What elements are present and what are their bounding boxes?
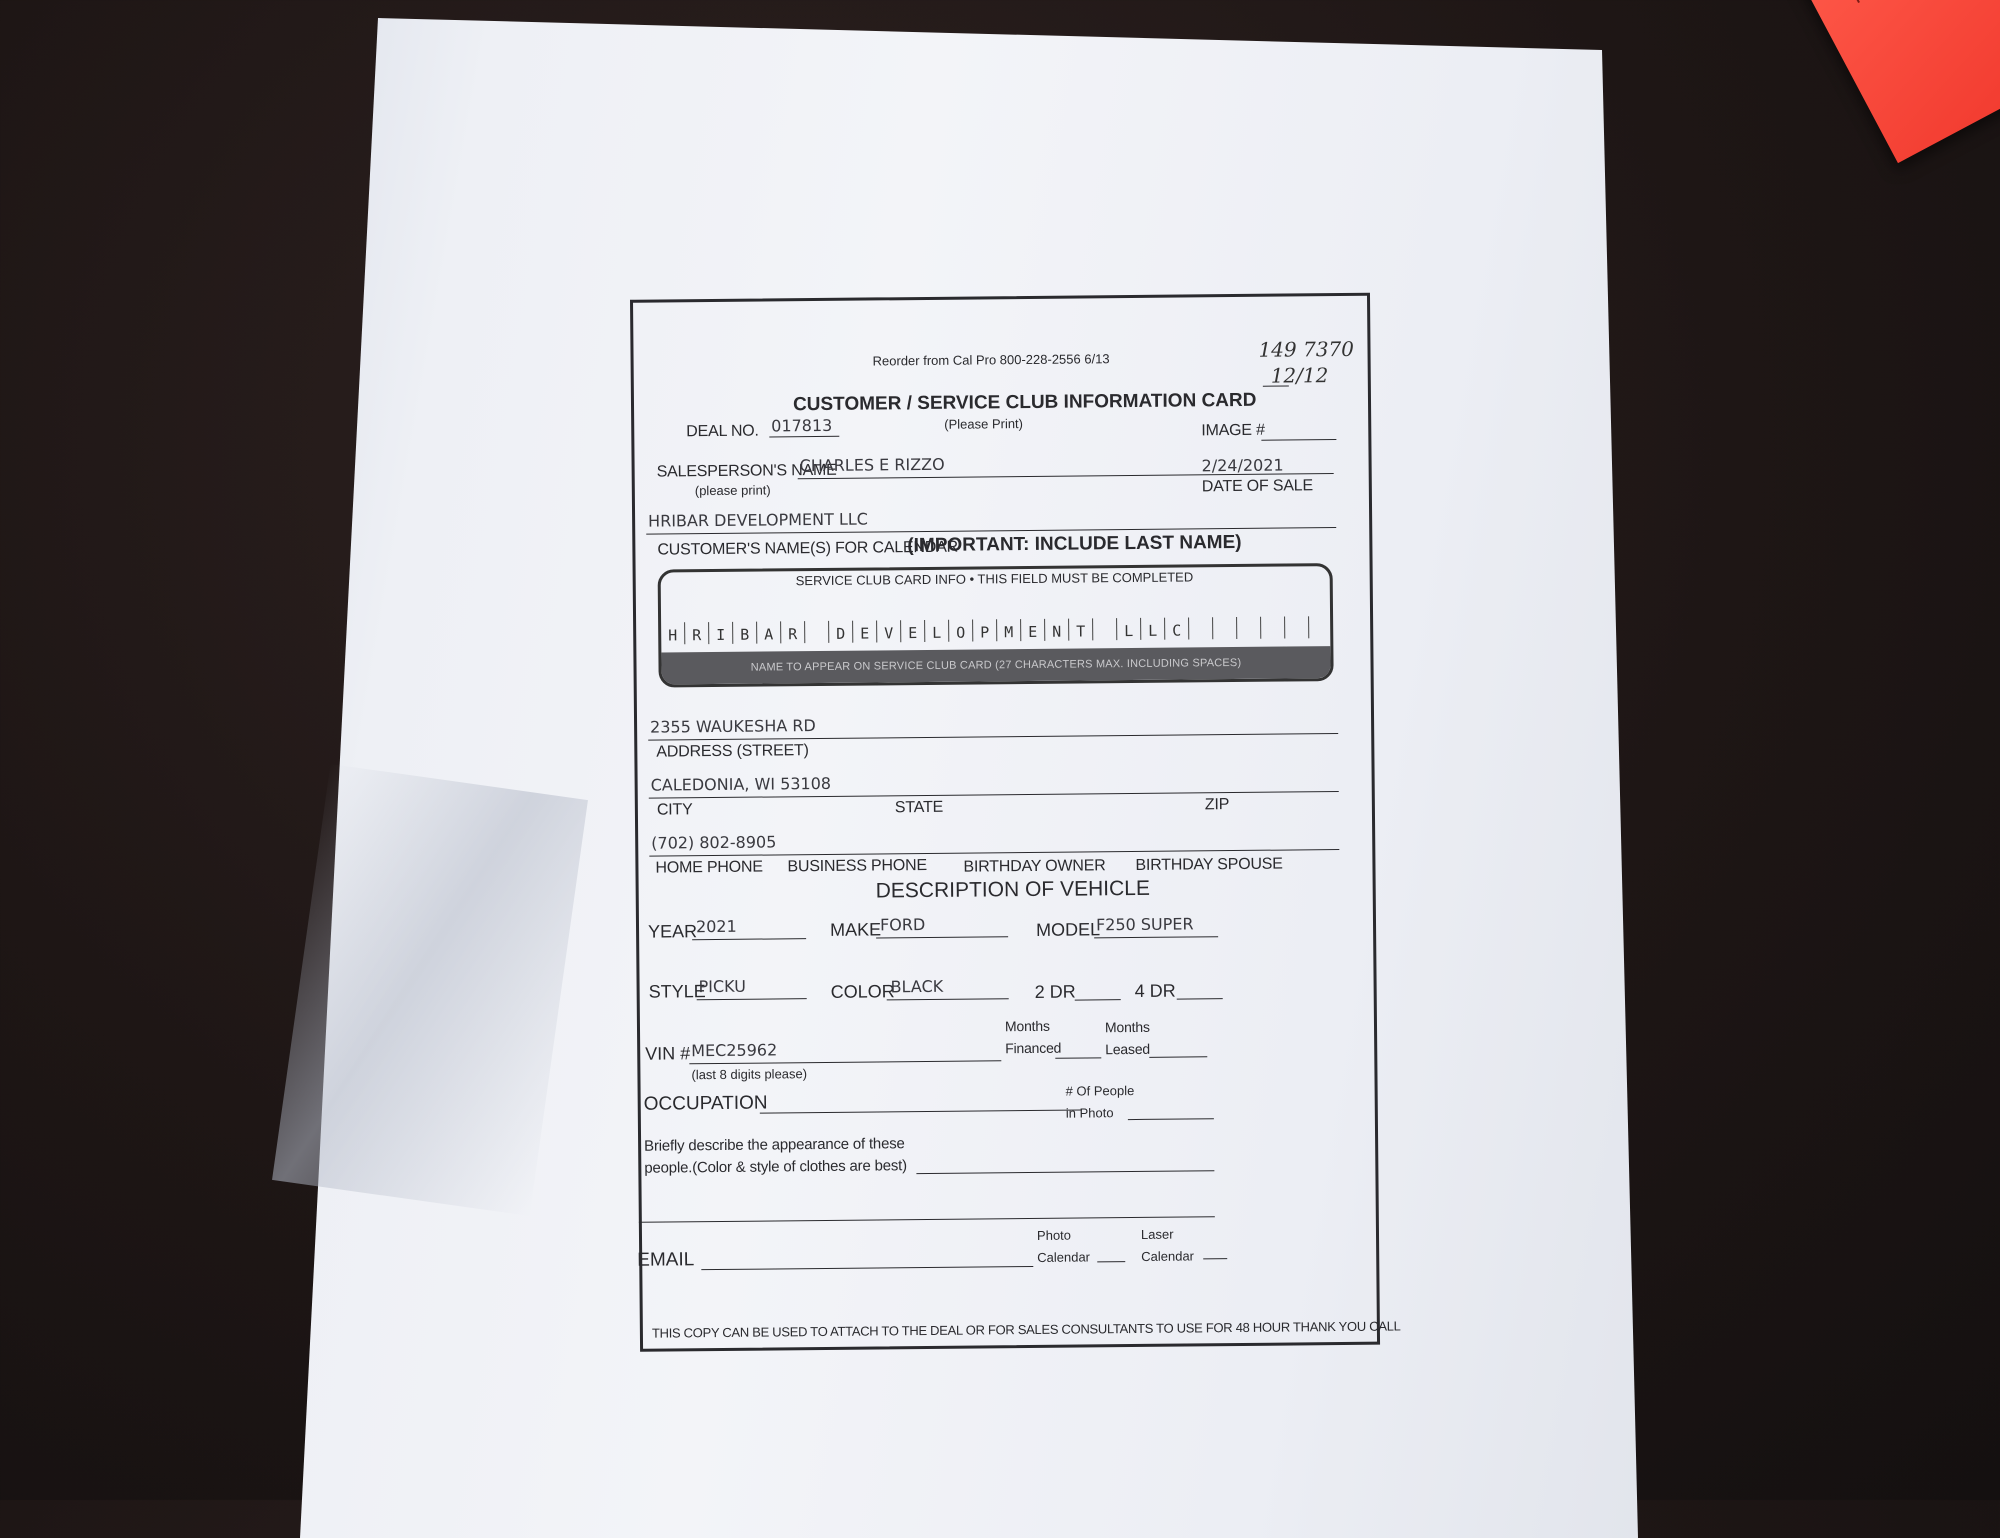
- service-card-char-cell[interactable]: I: [709, 622, 733, 644]
- vehicle-heading: DESCRIPTION OF VEHICLE: [875, 876, 1151, 903]
- red-card: [1790, 0, 2000, 163]
- service-card-char-cell[interactable]: [1237, 617, 1261, 639]
- red-card-line: [1830, 0, 1860, 3]
- year-label: YEAR: [647, 921, 698, 942]
- service-card-char-cell[interactable]: E: [853, 620, 877, 642]
- make-value[interactable]: FORD: [879, 915, 926, 935]
- service-card-char-cell[interactable]: L: [925, 620, 949, 642]
- service-card-char-cell[interactable]: C: [1165, 617, 1189, 639]
- photo-calendar-label: Calendar: [1037, 1249, 1091, 1265]
- birthday-spouse-label: BIRTHDAY SPOUSE: [1135, 855, 1283, 874]
- service-card-char-cell[interactable]: [805, 621, 829, 643]
- date-of-sale-value[interactable]: 2/24/2021: [1201, 455, 1284, 476]
- service-card-char-cell[interactable]: E: [901, 620, 925, 642]
- months-financed-label-1: Months: [1004, 1017, 1050, 1035]
- service-card-char-cell[interactable]: D: [829, 621, 853, 643]
- state-label: STATE: [894, 798, 944, 817]
- service-card-footer-bar: [661, 646, 1330, 684]
- vin-value[interactable]: MEC25962: [691, 1040, 778, 1061]
- birthday-owner-label: BIRTHDAY OWNER: [963, 857, 1106, 876]
- service-card-char-cell[interactable]: [1285, 616, 1309, 638]
- form-title: CUSTOMER / SERVICE CLUB INFORMATION CARD: [792, 389, 1257, 416]
- occupation-label: OCCUPATION: [643, 1092, 768, 1115]
- home-phone-value[interactable]: (702) 802-8905: [651, 832, 777, 853]
- home-phone-label: HOME PHONE: [655, 858, 763, 877]
- year-value[interactable]: 2021: [695, 916, 737, 937]
- service-card-char-cell[interactable]: O: [949, 620, 973, 642]
- handwritten-fraction: 12/12: [1270, 363, 1329, 388]
- service-card-characters[interactable]: [661, 616, 1309, 644]
- people-label-1: # Of People: [1065, 1083, 1135, 1099]
- service-card-char-cell[interactable]: L: [1117, 618, 1141, 640]
- make-label: MAKE: [829, 919, 882, 940]
- customer-name-value[interactable]: HRIBAR DEVELOPMENT LLC: [648, 509, 869, 531]
- style-label: STYLE: [648, 981, 706, 1002]
- city-label: CITY: [656, 801, 693, 819]
- service-card-char-cell[interactable]: V: [877, 620, 901, 642]
- service-card-char-cell[interactable]: A: [757, 621, 781, 643]
- service-card-char-cell[interactable]: [1261, 617, 1285, 639]
- please-print-note: (Please Print): [944, 416, 1024, 432]
- service-card-char-cell[interactable]: [1093, 618, 1117, 640]
- service-card-char-cell[interactable]: R: [685, 622, 709, 644]
- date-of-sale-label: DATE OF SALE: [1201, 477, 1314, 496]
- service-card-char-cell[interactable]: N: [1045, 619, 1069, 641]
- form-footer: THIS COPY CAN BE USED TO ATTACH TO THE DEAL OR FOR SALES CONSULTANTS TO USE FOR 48 HOUR THANK YOU CALL: [651, 1318, 1401, 1341]
- city-value[interactable]: CALEDONIA, WI 53108: [650, 773, 832, 795]
- describe-label-2: people.(Color & style of clothes are best): [644, 1157, 907, 1177]
- people-label-2: in Photo: [1065, 1105, 1114, 1121]
- salesperson-value[interactable]: CHARLES E RIZZO: [799, 454, 945, 476]
- customer-name-label: CUSTOMER'S NAME(S) FOR CALENDAR: [657, 538, 959, 559]
- financed-label: Financed: [1005, 1039, 1062, 1057]
- street-label: ADDRESS (STREET): [656, 742, 809, 761]
- laser-label: Laser: [1140, 1226, 1174, 1242]
- two-door-label: 2 DR: [1034, 981, 1076, 1002]
- street-value[interactable]: 2355 WAUKESHA RD: [650, 716, 816, 737]
- laser-calendar-label: Calendar: [1141, 1248, 1195, 1264]
- color-label: COLOR: [830, 981, 895, 1002]
- handwritten-number: 149 7370: [1258, 336, 1355, 362]
- service-card-char-cell[interactable]: B: [733, 622, 757, 644]
- describe-label-1: Briefly describe the appearance of these: [644, 1135, 905, 1155]
- vin-note: (last 8 digits please): [691, 1066, 808, 1083]
- email-label: EMAIL: [637, 1249, 695, 1271]
- service-card-char-cell[interactable]: M: [997, 619, 1021, 641]
- leased-label: Leased: [1105, 1040, 1151, 1058]
- vin-label: VIN #: [645, 1043, 691, 1064]
- four-door-label: 4 DR: [1134, 980, 1176, 1001]
- deal-no-label: DEAL NO.: [686, 422, 759, 441]
- service-card-char-cell[interactable]: R: [781, 621, 805, 643]
- deal-no-value[interactable]: 017813: [771, 415, 833, 436]
- reorder-note: Reorder from Cal Pro 800-228-2556 6/13: [872, 351, 1110, 369]
- service-card-char-cell[interactable]: T: [1069, 618, 1093, 640]
- information-card-form: [610, 293, 1401, 1341]
- months-leased-label-1: Months: [1104, 1018, 1150, 1036]
- model-label: MODEL: [1035, 919, 1101, 940]
- business-phone-label: BUSINESS PHONE: [787, 856, 927, 876]
- service-card-char-cell[interactable]: [1213, 617, 1237, 639]
- zip-label: ZIP: [1204, 796, 1230, 814]
- style-value[interactable]: PICKU: [698, 976, 746, 997]
- service-card-char-cell[interactable]: P: [973, 619, 997, 641]
- photo-label: Photo: [1036, 1227, 1072, 1243]
- service-card-char-cell[interactable]: [1189, 617, 1213, 639]
- model-value[interactable]: F250 SUPER: [1095, 914, 1194, 935]
- important-note: (IMPORTANT: INCLUDE LAST NAME): [907, 531, 1242, 557]
- service-card-char-cell[interactable]: E: [1021, 619, 1045, 641]
- color-value[interactable]: BLACK: [890, 976, 944, 997]
- service-card-char-cell[interactable]: L: [1141, 618, 1165, 640]
- image-label: IMAGE #: [1201, 421, 1265, 440]
- service-card-char-cell[interactable]: H: [661, 622, 685, 644]
- service-club-card-box[interactable]: [658, 563, 1334, 687]
- salesperson-sublabel: (please print): [694, 482, 771, 499]
- service-card-header: SERVICE CLUB CARD INFO • THIS FIELD MUST BE COMPLETED: [795, 569, 1194, 589]
- salesperson-label: SALESPERSON'S NAME: [656, 461, 837, 481]
- form-border: [630, 293, 1380, 1352]
- service-card-footer: NAME TO APPEAR ON SERVICE CLUB CARD (27 CHARACTERS MAX. INCLUDING SPACES): [750, 656, 1242, 674]
